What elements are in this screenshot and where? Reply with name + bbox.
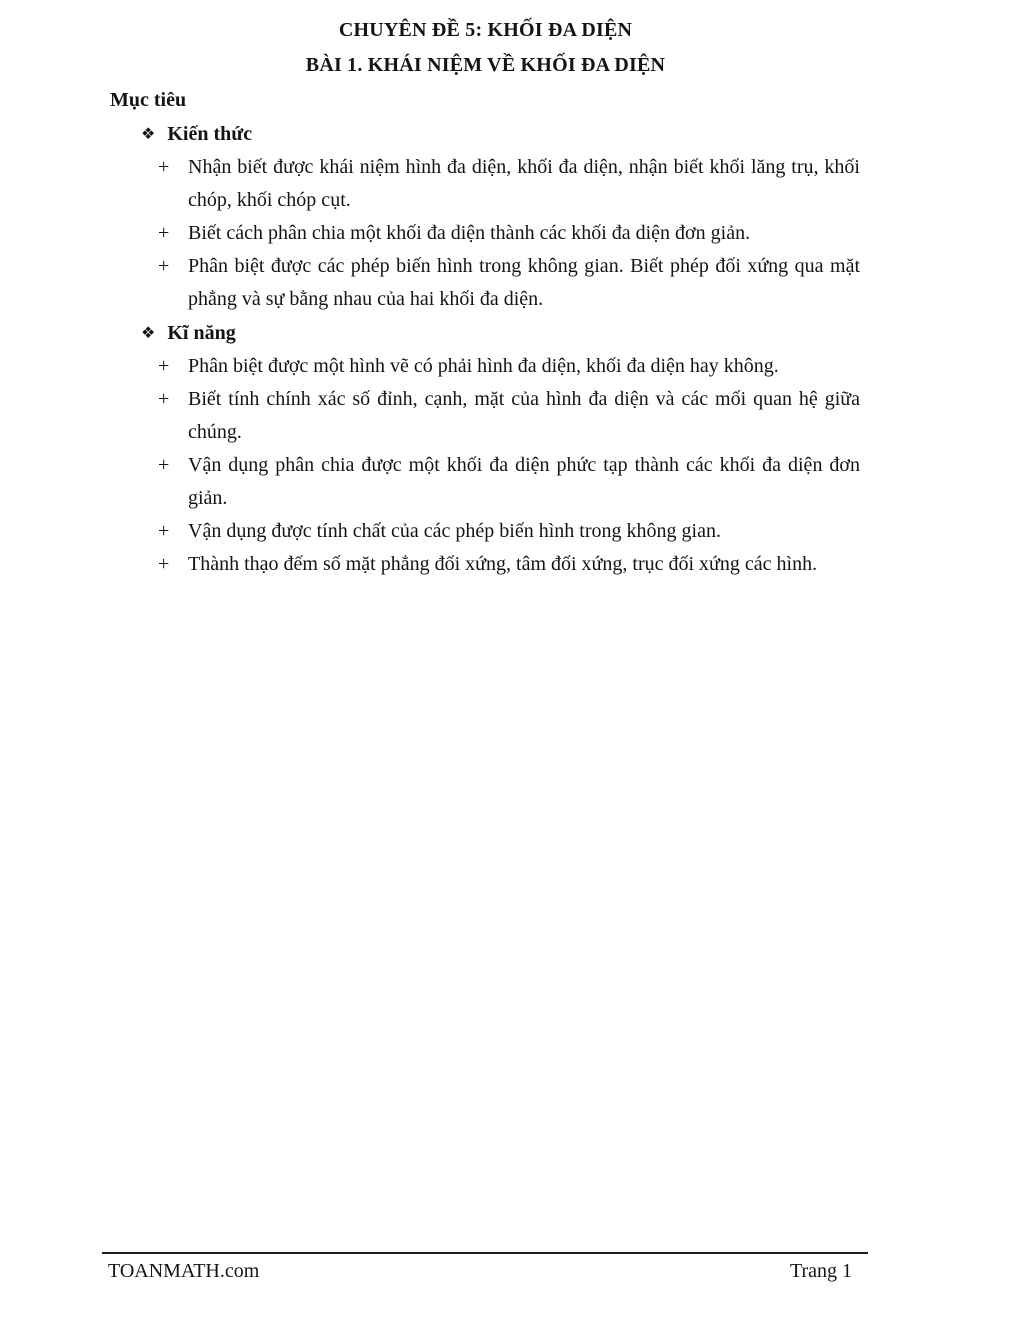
document-content: [103, 0, 868, 581]
list-item: [103, 548, 868, 581]
diamond-bullet-icon: ❖: [141, 323, 156, 342]
plus-marker-icon: +: [158, 388, 170, 410]
section-heading-label: Kĩ năng: [167, 322, 236, 344]
footer-page-number: Trang 1: [789, 1260, 852, 1282]
list-item-text: Nhận biết được khái niệm hình đa diện, khối đa diện, nhận biết khối lăng trụ, khối chóp, khối chóp cụt.: [188, 156, 860, 211]
plus-marker-icon: +: [158, 222, 170, 244]
section-heading: [103, 316, 868, 350]
plus-marker-icon: +: [158, 156, 170, 178]
page-footer: [102, 1252, 868, 1286]
list-item: [103, 151, 868, 217]
section-heading-label: Kiến thức: [167, 123, 253, 145]
page-subtitle: BÀI 1. KHÁI NIỆM VỀ KHỐI ĐA DIỆN: [305, 54, 666, 76]
diamond-bullet-icon: ❖: [141, 124, 156, 143]
footer-row: [102, 1254, 868, 1286]
list-item: [103, 217, 868, 250]
list-item-text: Biết cách phân chia một khối đa diện thành các khối đa diện đơn giản.: [188, 222, 751, 244]
section-skills: [103, 316, 868, 581]
list-item: [103, 383, 868, 449]
objectives-heading: Mục tiêu: [110, 89, 187, 111]
list-item-text: Vận dụng được tính chất của các phép biến hình trong không gian.: [188, 520, 721, 542]
plus-marker-icon: +: [158, 454, 170, 476]
list-item: [103, 449, 868, 515]
list-item-text: Thành thạo đếm số mặt phẳng đối xứng, tâm đối xứng, trục đối xứng các hình.: [188, 553, 818, 575]
plus-marker-icon: +: [158, 553, 170, 575]
list-item: [103, 350, 868, 383]
page-title: CHUYÊN ĐỀ 5: KHỐI ĐA DIỆN: [338, 19, 633, 41]
list-item-text: Biết tính chính xác số đỉnh, cạnh, mặt của hình đa diện và các mối quan hệ giữa chúng.: [188, 388, 860, 443]
list-item: [103, 515, 868, 548]
list-item-text: Vận dụng phân chia được một khối đa diện phức tạp thành các khối đa diện đơn giản.: [188, 454, 860, 509]
plus-marker-icon: +: [158, 255, 170, 277]
plus-marker-icon: +: [158, 520, 170, 542]
list-item: [103, 250, 868, 316]
section-heading: [103, 117, 868, 151]
list-item-text: Phân biệt được các phép biến hình trong không gian. Biết phép đối xứng qua mặt phẳng và sự bằng nhau của hai khối đa diện.: [188, 255, 860, 310]
section-knowledge: [103, 117, 868, 316]
list-item-text: Phân biệt được một hình vẽ có phải hình đa diện, khối đa diện hay không.: [188, 355, 779, 377]
plus-marker-icon: +: [158, 355, 170, 377]
footer-site-name: TOANMATH.com: [108, 1260, 260, 1282]
